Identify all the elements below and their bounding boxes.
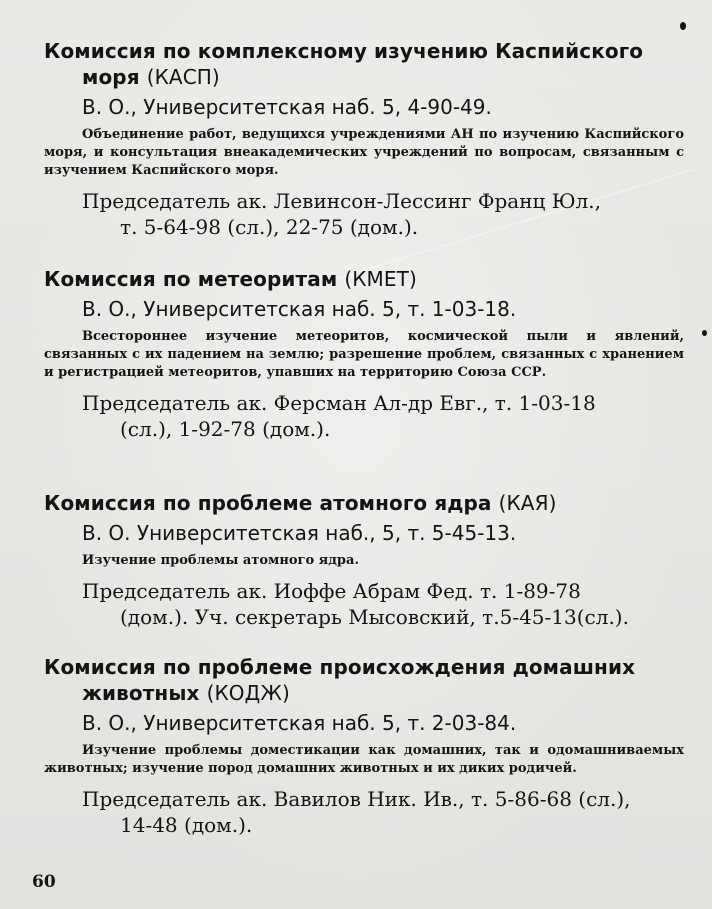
page-number: 60	[32, 872, 56, 892]
entry-kaya	[44, 490, 684, 630]
chairman-line: (дом.). Уч. секретарь Мысовский, т.5-45-13(сл.).	[120, 605, 629, 629]
entry-kasp	[44, 38, 684, 240]
entry-kmet	[44, 266, 684, 442]
entry-title-line: Комиссия по проблеме происхождения домашних	[44, 655, 636, 679]
chairman-line: 14-48 (дом.).	[120, 813, 253, 837]
entry-chairman	[82, 390, 684, 442]
entry-title-line	[44, 64, 684, 90]
chairman-line: т. 5-64-98 (сл.), 22-75 (дом.).	[120, 215, 419, 239]
ink-speck	[680, 22, 686, 30]
chairman-line: Председатель ак. Вавилов Ник. Ив., т. 5-86-68 (сл.),	[82, 787, 631, 811]
chairman-line: Председатель ак. Ферсман Ал-др Евг., т. 1-03-18	[82, 391, 596, 415]
ink-speck	[702, 330, 707, 336]
entry-chairman	[82, 188, 684, 240]
entry-description: Объединение работ, ведущихся учреждениями АН по изучению Каспийского моря, и консультация внеакадемических учреждений по вопросам, связанным с изучением Каспийского моря.	[44, 127, 684, 178]
chairman-line: Председатель ак. Левинсон-Лессинг Франц Юл.,	[82, 189, 602, 213]
entry-title-line: Комиссия по метеоритам	[44, 267, 338, 291]
entry-address: В. О., Университетская наб. 5, т. 1-03-18.	[82, 297, 517, 321]
entry-title	[44, 38, 684, 90]
entry-kodzh	[44, 654, 684, 838]
entry-title-continuation: животных	[82, 681, 200, 705]
entry-abbreviation: (КМЕТ)	[344, 267, 417, 291]
entry-title-continuation: моря	[82, 65, 140, 89]
entry-title-line: Комиссия по проблеме атомного ядра	[44, 491, 492, 515]
entry-title	[44, 654, 684, 706]
entry-description: Всестороннее изучение метеоритов, космической пыли и явлений, связанных с их падением на землю; разрешение проблем, связанных с хранением и регистрацией метеоритов, упавших на территорию Союза ССР.	[44, 329, 684, 380]
entry-chairman	[82, 578, 684, 630]
chairman-line: Председатель ак. Иоффе Абрам Фед. т. 1-89-78	[82, 579, 581, 603]
chairman-line: (сл.), 1-92-78 (дом.).	[120, 417, 331, 441]
entry-description: Изучение проблемы атомного ядра.	[82, 553, 359, 568]
entry-description: Изучение проблемы доместикации как домашних, так и одомашниваемых животных; изучение пород домашних животных и их диких родичей.	[44, 743, 684, 776]
entry-title	[44, 490, 684, 516]
entry-title-line: Комиссия по комплексному изучению Каспийского	[44, 39, 644, 63]
entry-address: В. О., Университетская наб. 5, 4-90-49.	[82, 95, 492, 119]
entry-abbreviation: (КОДЖ)	[206, 681, 290, 705]
entry-abbreviation: (КАСП)	[146, 65, 220, 89]
entry-abbreviation: (КАЯ)	[498, 491, 557, 515]
entry-title-line	[44, 680, 684, 706]
entry-address: В. О. Университетская наб., 5, т. 5-45-13.	[82, 521, 517, 545]
entry-title	[44, 266, 684, 292]
entry-address: В. О., Университетская наб. 5, т. 2-03-84.	[82, 711, 517, 735]
entry-chairman	[82, 786, 684, 838]
